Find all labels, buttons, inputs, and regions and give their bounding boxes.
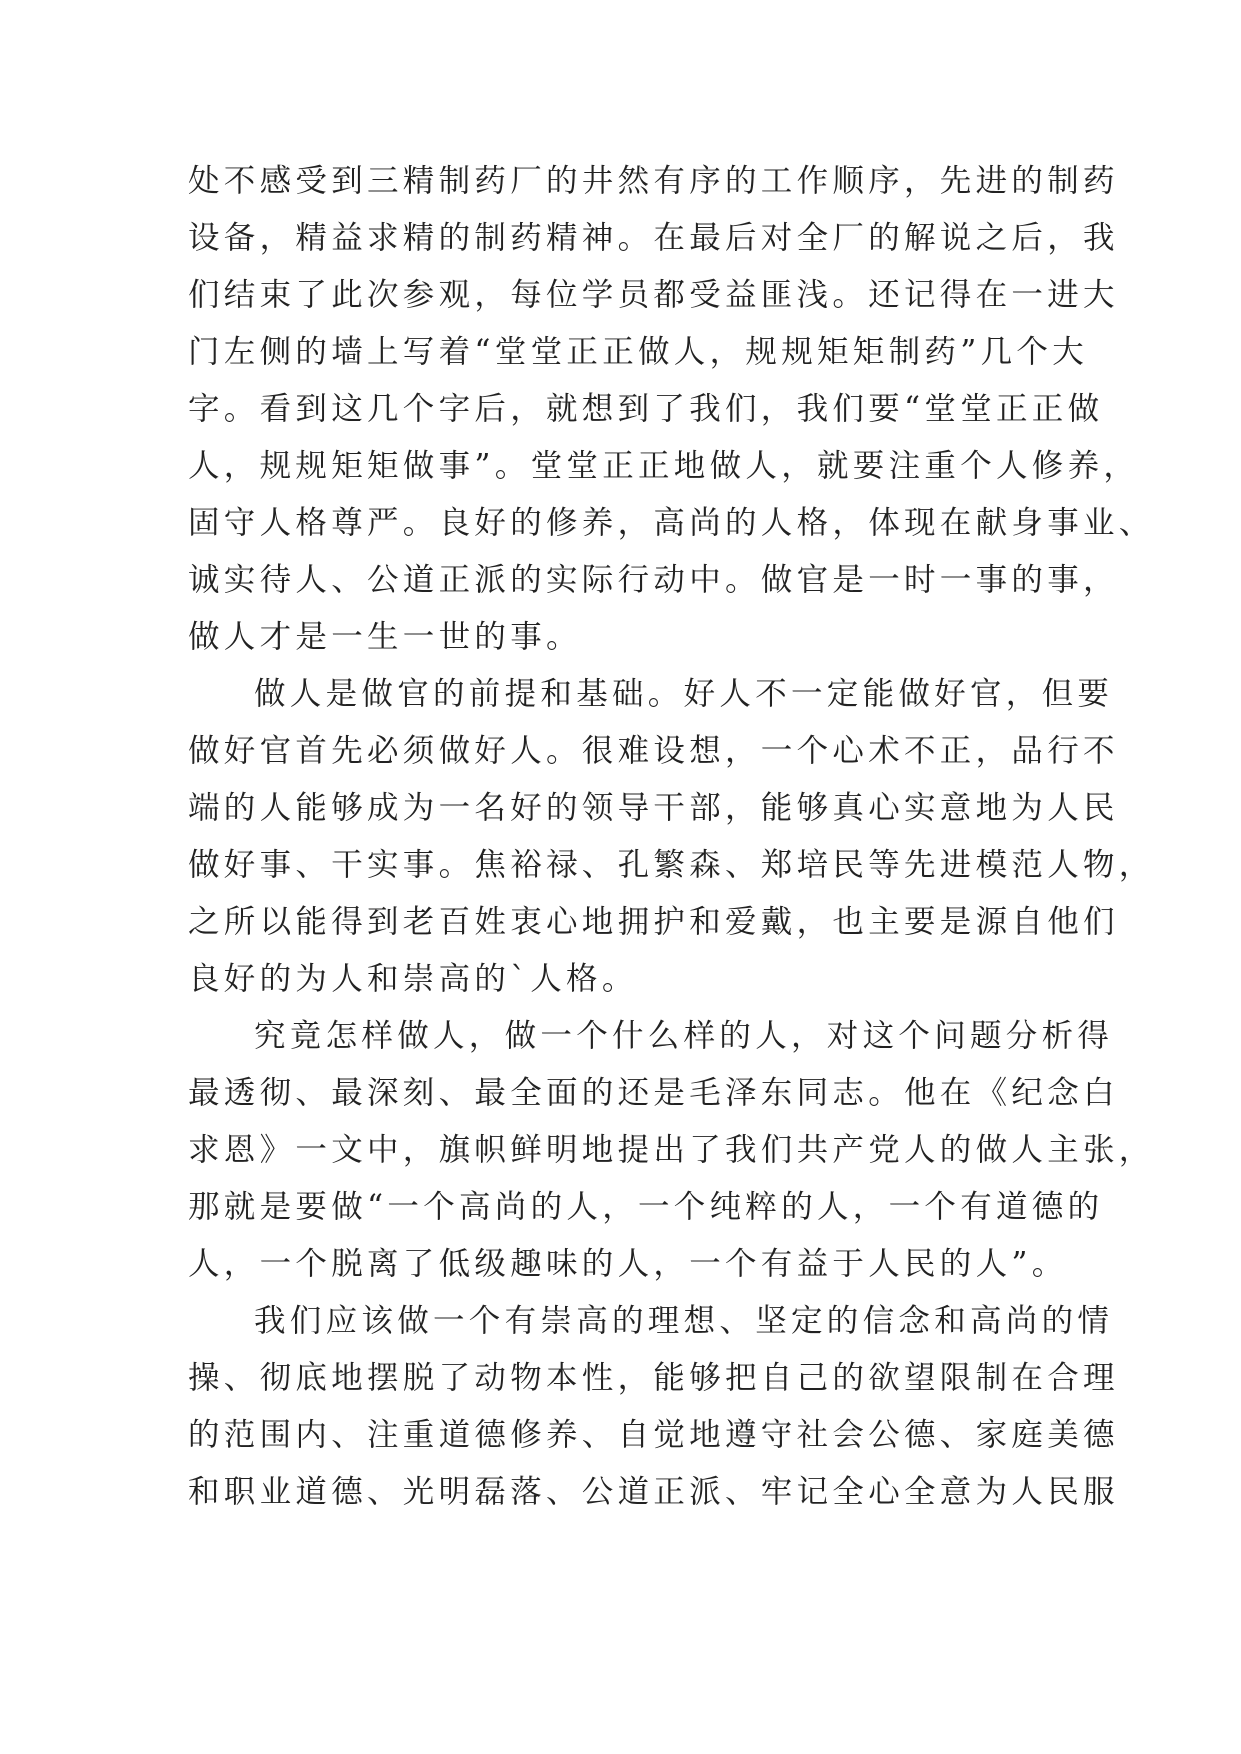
text-line: 做好官首先必须做好人。很难设想，一个心术不正，品行不 (188, 733, 1119, 769)
text-line: 良好的为人和崇高的`人格。 (188, 961, 638, 997)
text-line: 求恩》一文中，旗帜鲜明地提出了我们共产党人的做人主张， (188, 1132, 1155, 1168)
text-line: 字。看到这几个字后，就想到了我们，我们要“堂堂正正做 (188, 391, 1104, 427)
text-line: 做人才是一生一世的事。 (188, 619, 582, 655)
text-line: 人，规规矩矩做事”。堂堂正正地做人，就要注重个人修养， (188, 448, 1140, 484)
text-line: 诚实待人、公道正派的实际行动中。做官是一时一事的事， (188, 562, 1119, 598)
text-line: 们结束了此次参观，每位学员都受益匪浅。还记得在一进大 (188, 277, 1119, 313)
text-line: 操、彻底地摆脱了动物本性，能够把自己的欲望限制在合理 (188, 1360, 1119, 1396)
paragraph-first-line: 做人是做官的前提和基础。好人不一定能做好官，但要 (254, 676, 1114, 712)
text-line: 最透彻、最深刻、最全面的还是毛泽东同志。他在《纪念白 (188, 1075, 1119, 1111)
text-line: 做好事、干实事。焦裕禄、孔繁森、郑培民等先进模范人物， (188, 847, 1155, 883)
text-line: 门左侧的墙上写着“堂堂正正做人，规规矩矩制药”几个大 (188, 334, 1089, 370)
text-line: 的范围内、注重道德修养、自觉地遵守社会公德、家庭美德 (188, 1417, 1119, 1453)
text-line: 人，一个脱离了低级趣味的人，一个有益于人民的人”。 (188, 1246, 1068, 1282)
text-line: 那就是要做“一个高尚的人，一个纯粹的人，一个有道德的 (188, 1189, 1104, 1225)
paragraph-first-line: 究竟怎样做人，做一个什么样的人，对这个问题分析得 (254, 1018, 1114, 1054)
text-line: 之所以能得到老百姓衷心地拥护和爱戴，也主要是源自他们 (188, 904, 1119, 940)
text-line: 设备，精益求精的制药精神。在最后对全厂的解说之后，我 (188, 220, 1119, 256)
text-line: 处不感受到三精制药厂的井然有序的工作顺序，先进的制药 (188, 163, 1119, 199)
text-line: 固守人格尊严。良好的修养，高尚的人格，体现在献身事业、 (188, 505, 1155, 541)
paragraph-first-line: 我们应该做一个有崇高的理想、坚定的信念和高尚的情 (254, 1303, 1114, 1339)
text-line: 端的人能够成为一名好的领导干部，能够真心实意地为人民 (188, 790, 1119, 826)
document-body (188, 153, 1155, 1521)
text-line: 和职业道德、光明磊落、公道正派、牢记全心全意为人民服 (188, 1474, 1119, 1510)
